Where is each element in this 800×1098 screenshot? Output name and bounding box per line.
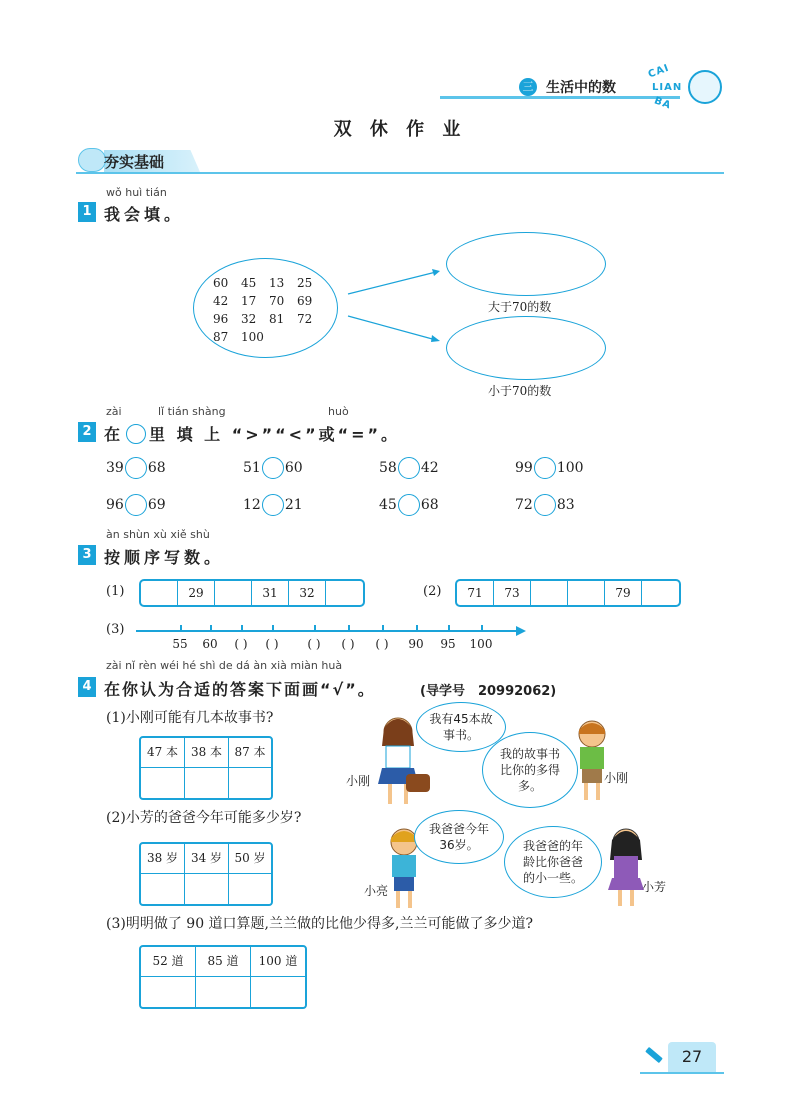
compare-item: 45 68 bbox=[379, 494, 439, 516]
q2-text-post: 里 填 上 “>”“<”或“=”。 bbox=[149, 425, 401, 444]
answer-circle[interactable] bbox=[534, 494, 556, 516]
tick-blank[interactable]: ( ) bbox=[307, 637, 321, 651]
number-line-tick bbox=[210, 625, 212, 632]
answer-circle[interactable] bbox=[534, 457, 556, 479]
q4-text: 在你认为合适的答案下面画“√”。 bbox=[104, 680, 376, 699]
check-cell[interactable] bbox=[196, 977, 251, 1007]
kid-name: 小亮 bbox=[364, 884, 389, 898]
sequence-cell: 29 bbox=[178, 581, 215, 605]
compare-item: 58 42 bbox=[379, 457, 439, 479]
tick-label: 90 bbox=[408, 637, 424, 651]
answer-circle[interactable] bbox=[262, 494, 284, 516]
number-line-tick bbox=[241, 625, 243, 632]
number-line-tick bbox=[348, 625, 350, 632]
section-mascot-icon bbox=[78, 148, 106, 172]
check-cell[interactable] bbox=[141, 874, 185, 904]
check-cell[interactable] bbox=[141, 977, 196, 1007]
kid-name: 小芳 bbox=[642, 880, 667, 894]
q4-pinyin: zài nǐ rèn wéi hé shì de dá àn xià miàn huà bbox=[106, 659, 343, 672]
q3-text: 按顺序写数。 bbox=[104, 548, 225, 567]
number: 32 bbox=[241, 312, 257, 326]
q4-sub1-table bbox=[139, 736, 273, 800]
speech-bubble: 我有45本故事书。 bbox=[416, 702, 506, 752]
tick-label: 55 bbox=[172, 637, 188, 651]
unit-badge: 三 bbox=[519, 78, 537, 96]
number: 87 bbox=[213, 330, 229, 344]
tick-label: 95 bbox=[440, 637, 456, 651]
section-line bbox=[76, 172, 724, 174]
number-line-tick bbox=[180, 625, 182, 632]
guide-number: (导学号 20992062) bbox=[420, 684, 557, 699]
q4-number: 4 bbox=[78, 677, 96, 697]
number: 81 bbox=[269, 312, 285, 326]
number: 96 bbox=[213, 312, 229, 326]
girl-illustration bbox=[604, 826, 648, 910]
q3-pinyin: àn shùn xù xiě shù bbox=[106, 528, 210, 541]
number-line-tick bbox=[382, 625, 384, 632]
check-cell[interactable] bbox=[229, 874, 271, 904]
option-label: 34 岁 bbox=[185, 844, 229, 874]
section-label: 夯实基础 bbox=[104, 153, 165, 171]
logo-text-lian: LIAN bbox=[652, 82, 683, 93]
number: 72 bbox=[297, 312, 313, 326]
compare-item: 39 68 bbox=[106, 457, 166, 479]
number-line bbox=[136, 630, 520, 632]
number-line-tick bbox=[481, 625, 483, 632]
q3-part2-sequence bbox=[455, 579, 681, 607]
label-greater-than-70: 大于70的数 bbox=[488, 300, 552, 314]
q4-sub2-table bbox=[139, 842, 273, 906]
option-label: 47 本 bbox=[141, 738, 185, 768]
q2-pinyin-zai: zài bbox=[106, 405, 122, 418]
sequence-cell[interactable] bbox=[326, 581, 363, 605]
number: 42 bbox=[213, 294, 229, 308]
number-line-tick bbox=[314, 625, 316, 632]
q4-sub3-question: (3)明明做了 90 道口算题,兰兰做的比他少得多,兰兰可能做了多少道? bbox=[106, 916, 533, 932]
number-line-tick bbox=[448, 625, 450, 632]
footer-line bbox=[640, 1072, 724, 1074]
option-label: 50 岁 bbox=[229, 844, 271, 874]
answer-ellipse-greater[interactable] bbox=[446, 232, 606, 296]
number: 45 bbox=[241, 276, 257, 290]
number-line-arrow-icon bbox=[516, 626, 526, 636]
q1-number: 1 bbox=[78, 202, 96, 222]
check-cell[interactable] bbox=[229, 768, 271, 798]
logo-text-ba: BA bbox=[652, 95, 673, 112]
check-cell[interactable] bbox=[185, 768, 229, 798]
q2-number: 2 bbox=[78, 422, 96, 442]
answer-circle[interactable] bbox=[398, 457, 420, 479]
tick-blank[interactable]: ( ) bbox=[265, 637, 279, 651]
compare-item: 51 60 bbox=[243, 457, 303, 479]
option-label: 38 本 bbox=[185, 738, 229, 768]
tick-label: 100 bbox=[469, 637, 493, 651]
option-label: 52 道 bbox=[141, 947, 196, 977]
sequence-cell[interactable] bbox=[141, 581, 178, 605]
numbers-set bbox=[213, 274, 325, 346]
tick-blank[interactable]: ( ) bbox=[375, 637, 389, 651]
label-less-than-70: 小于70的数 bbox=[488, 384, 552, 398]
answer-circle[interactable] bbox=[398, 494, 420, 516]
q3-number: 3 bbox=[78, 545, 96, 565]
q3-part1-sequence bbox=[139, 579, 365, 607]
number: 13 bbox=[269, 276, 285, 290]
bag-icon bbox=[404, 768, 434, 794]
check-cell[interactable] bbox=[185, 874, 229, 904]
sequence-cell[interactable] bbox=[531, 581, 568, 605]
q3-part1-label: (1) bbox=[106, 584, 125, 599]
q4-sub2-question: (2)小芳的爸爸今年可能多少岁? bbox=[106, 810, 302, 826]
speech-bubble: 我爸爸的年龄比你爸爸的小一些。 bbox=[504, 826, 602, 898]
answer-circle[interactable] bbox=[262, 457, 284, 479]
number: 100 bbox=[241, 330, 264, 344]
q2-text bbox=[104, 422, 400, 445]
number: 70 bbox=[269, 294, 285, 308]
q1-pinyin: wǒ huì tián bbox=[106, 186, 167, 199]
sequence-cell: 71 bbox=[457, 581, 494, 605]
compare-item: 96 69 bbox=[106, 494, 166, 516]
q4-sub3-table bbox=[139, 945, 307, 1009]
q3-part3-label: (3) bbox=[106, 622, 125, 637]
number-line-tick bbox=[272, 625, 274, 632]
number: 25 bbox=[297, 276, 313, 290]
sequence-cell[interactable] bbox=[568, 581, 605, 605]
number: 69 bbox=[297, 294, 313, 308]
compare-item: 12 21 bbox=[243, 494, 303, 516]
number: 60 bbox=[213, 276, 229, 290]
tick-blank[interactable]: ( ) bbox=[341, 637, 355, 651]
logo-globe-icon bbox=[688, 70, 722, 104]
kid-name: 小刚 bbox=[604, 771, 629, 785]
answer-circle[interactable] bbox=[125, 494, 147, 516]
tick-blank[interactable]: ( ) bbox=[234, 637, 248, 651]
compare-item: 72 83 bbox=[515, 494, 575, 516]
boy-illustration bbox=[568, 718, 618, 804]
tick-label: 60 bbox=[202, 637, 218, 651]
sequence-cell[interactable] bbox=[642, 581, 679, 605]
sequence-cell: 31 bbox=[252, 581, 289, 605]
q4-sub1-question: (1)小刚可能有几本故事书? bbox=[106, 710, 274, 726]
speech-bubble: 我爸爸今年36岁。 bbox=[414, 810, 504, 864]
sequence-cell: 79 bbox=[605, 581, 642, 605]
speech-bubble: 我的故事书比你的多得多。 bbox=[482, 732, 578, 808]
pencil-icon bbox=[645, 1047, 663, 1063]
kid-name: 小刚 bbox=[346, 774, 371, 788]
number-line-tick bbox=[416, 625, 418, 632]
check-cell[interactable] bbox=[141, 768, 185, 798]
q2-pinyin-huo: huò bbox=[328, 405, 349, 418]
number: 17 bbox=[241, 294, 257, 308]
check-cell[interactable] bbox=[251, 977, 305, 1007]
q2-text-pre: 在 bbox=[104, 425, 124, 444]
page-number: 27 bbox=[668, 1042, 716, 1072]
arrows bbox=[340, 260, 450, 350]
answer-ellipse-less[interactable] bbox=[446, 316, 606, 380]
option-label: 85 道 bbox=[196, 947, 251, 977]
q3-part2-label: (2) bbox=[423, 584, 442, 599]
page-title: 双 休 作 业 bbox=[333, 119, 467, 140]
option-label: 100 道 bbox=[251, 947, 305, 977]
sequence-cell: 73 bbox=[494, 581, 531, 605]
sequence-cell: 32 bbox=[289, 581, 326, 605]
logo-text-cai: CAI bbox=[646, 62, 672, 81]
q1-text: 我会填。 bbox=[104, 205, 185, 224]
option-label: 87 本 bbox=[229, 738, 271, 768]
answer-circle[interactable] bbox=[125, 457, 147, 479]
unit-title: 生活中的数 bbox=[546, 80, 616, 96]
sequence-cell[interactable] bbox=[215, 581, 252, 605]
option-label: 38 岁 bbox=[141, 844, 185, 874]
q2-pinyin-li-tian-shang: lǐ tián shàng bbox=[158, 405, 226, 418]
circle-icon bbox=[126, 424, 146, 444]
compare-item: 99 100 bbox=[515, 457, 584, 479]
